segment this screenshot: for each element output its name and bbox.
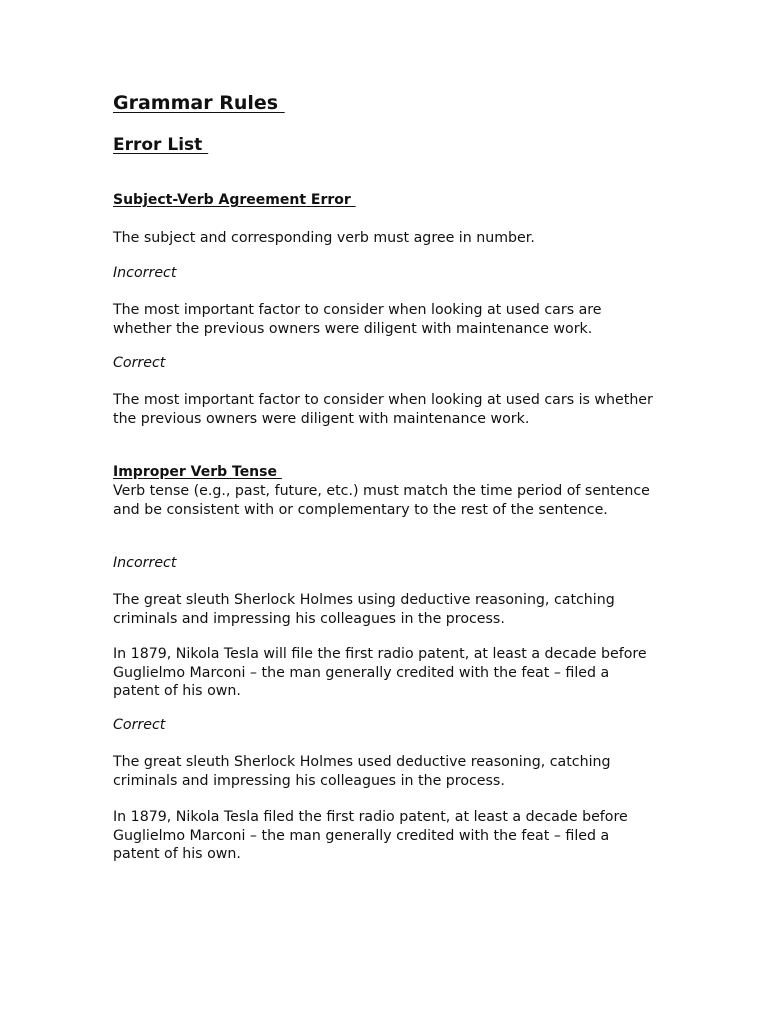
incorrect-example: The most important factor to consider when looking at used cars are whether the previous owners were diligent with maintenance work. [113,302,602,337]
section-heading-subject-verb: Subject-Verb Agreement Error [113,192,356,208]
incorrect-label: Incorrect [113,555,177,571]
correct-label: Correct [113,717,166,733]
section-description: Verb tense (e.g., past, future, etc.) must match the time period of sentence and be consistent with or complementary to the rest of the sentence. [113,483,650,518]
document-title: Grammar Rules [113,92,285,114]
correct-example: The most important factor to consider when looking at used cars is whether the previous owners were diligent with maintenance work. [113,392,653,427]
incorrect-label: Incorrect [113,265,177,281]
document-subtitle: Error List [113,135,209,155]
incorrect-example: In 1879, Nikola Tesla will file the first radio patent, at least a decade before Guglielmo Marconi – the man generally credited with the feat – filed a patent of his own. [113,646,647,699]
correct-example: In 1879, Nikola Tesla filed the first radio patent, at least a decade before Guglielmo Marconi – the man generally credited with the feat – filed a patent of his own. [113,809,628,862]
section-heading-verb-tense: Improper Verb Tense [113,464,282,480]
correct-example: The great sleuth Sherlock Holmes used deductive reasoning, catching criminals and impressing his colleagues in the process. [113,754,611,789]
section-description: The subject and corresponding verb must agree in number. [113,230,535,246]
incorrect-example: The great sleuth Sherlock Holmes using deductive reasoning, catching criminals and impressing his colleagues in the process. [113,592,615,627]
correct-label: Correct [113,355,166,371]
